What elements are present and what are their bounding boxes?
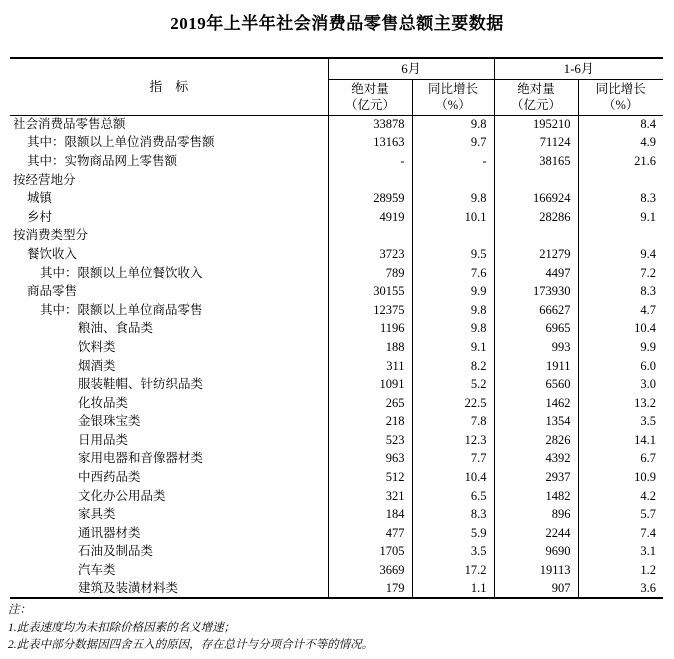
ytd-absolute-value: 1482: [494, 487, 578, 506]
ytd-growth-value: 10.9: [578, 468, 663, 487]
june-absolute-value: 184: [328, 505, 412, 524]
row-label: 其中：实物商品网上零售额: [27, 153, 178, 168]
june-growth-value: 9.8: [412, 301, 494, 320]
ytd-absolute-value: [494, 227, 578, 246]
row-label: 金银珠宝类: [78, 414, 141, 429]
june-growth-value: 8.3: [412, 505, 494, 524]
ytd-growth-value: 3.0: [578, 375, 663, 394]
ytd-absolute-value: [494, 171, 578, 190]
june-absolute-value: 12375: [328, 301, 412, 320]
ytd-absolute-value: 6560: [494, 375, 578, 394]
june-absolute-value: 28959: [328, 189, 412, 208]
ytd-growth-value: 5.7: [578, 505, 663, 524]
table-row: [10, 245, 663, 264]
ytd-growth-value: 6.0: [578, 357, 663, 376]
table-row: [10, 264, 663, 283]
june-absolute-value: 188: [328, 338, 412, 357]
june-absolute-value: 523: [328, 431, 412, 450]
ytd-growth-value: 8.4: [578, 115, 663, 134]
ytd-absolute-value: 4497: [494, 264, 578, 283]
june-growth-value: [412, 171, 494, 190]
column-header-indicator: 指 标: [10, 58, 328, 115]
ytd-growth-value: 3.6: [578, 580, 663, 599]
june-absolute-value: [328, 171, 412, 190]
ytd-absolute-value: 1911: [494, 357, 578, 376]
ytd-absolute-value: 1354: [494, 413, 578, 432]
row-label: 其中：限额以上单位商品零售: [40, 302, 203, 317]
june-absolute-value: 33878: [328, 115, 412, 134]
june-growth-value: 10.4: [412, 468, 494, 487]
table-row: [10, 282, 663, 301]
ytd-absolute-value: 66627: [494, 301, 578, 320]
row-label: 粮油、食品类: [78, 321, 154, 336]
ytd-absolute-value: 2937: [494, 468, 578, 487]
ytd-absolute-value: 907: [494, 580, 578, 599]
ytd-absolute-value: 21279: [494, 245, 578, 264]
june-absolute-value: 179: [328, 580, 412, 599]
ytd-growth-value: [578, 227, 663, 246]
june-growth-value: 9.8: [412, 115, 494, 134]
absolute-label: 绝对量: [517, 82, 555, 96]
june-absolute-value: 218: [328, 413, 412, 432]
june-growth-value: 9.9: [412, 282, 494, 301]
ytd-absolute-value: 6965: [494, 320, 578, 339]
row-label: 家用电器和音像器材类: [78, 451, 204, 466]
ytd-growth-value: 1.2: [578, 561, 663, 580]
ytd-growth-value: 21.6: [578, 152, 663, 171]
june-absolute-value: 963: [328, 450, 412, 469]
june-absolute-value: 4919: [328, 208, 412, 227]
row-label: 其中：限额以上单位餐饮收入: [40, 265, 203, 280]
table-row: [10, 227, 663, 246]
ytd-absolute-value: 9690: [494, 543, 578, 562]
ytd-growth-value: 14.1: [578, 431, 663, 450]
table-row: [10, 320, 663, 339]
table-row: [10, 171, 663, 190]
row-label: 日用品类: [78, 432, 129, 447]
table-row: [10, 431, 663, 450]
table-row: [10, 338, 663, 357]
june-growth-value: 9.1: [412, 338, 494, 357]
ytd-absolute-value: 71124: [494, 134, 578, 153]
growth-unit: （%）: [435, 98, 471, 112]
june-growth-value: 12.3: [412, 431, 494, 450]
ytd-growth-value: 10.4: [578, 320, 663, 339]
row-label: 饮料类: [78, 339, 116, 354]
footnote-heading: 注：: [8, 604, 31, 616]
ytd-absolute-value: 28286: [494, 208, 578, 227]
june-growth-value: 5.2: [412, 375, 494, 394]
table-row: [10, 152, 663, 171]
growth-label: 同比增长: [595, 82, 646, 96]
june-growth-value: 3.5: [412, 543, 494, 562]
column-header-june-growth: [412, 79, 494, 115]
table-row: [10, 115, 663, 134]
table-row: [10, 505, 663, 524]
row-label: 汽车类: [78, 563, 116, 578]
table-row: [10, 375, 663, 394]
june-growth-value: 7.6: [412, 264, 494, 283]
table-row: [10, 450, 663, 469]
ytd-absolute-value: 166924: [494, 189, 578, 208]
column-group-june: 6月: [328, 58, 494, 79]
ytd-growth-value: 7.2: [578, 264, 663, 283]
row-label: 通讯器材类: [78, 525, 141, 540]
ytd-growth-value: 9.4: [578, 245, 663, 264]
june-absolute-value: 30155: [328, 282, 412, 301]
june-absolute-value: 265: [328, 394, 412, 413]
row-label: 乡村: [27, 209, 53, 224]
absolute-label: 绝对量: [351, 82, 389, 96]
ytd-growth-value: 8.3: [578, 282, 663, 301]
row-label: 城镇: [27, 191, 53, 206]
june-growth-value: 22.5: [412, 394, 494, 413]
ytd-absolute-value: 19113: [494, 561, 578, 580]
table-row: [10, 580, 663, 599]
june-growth-value: -: [412, 152, 494, 171]
row-label: 烟酒类: [78, 358, 116, 373]
ytd-absolute-value: 993: [494, 338, 578, 357]
table-row: [10, 468, 663, 487]
retail-sales-table: [10, 57, 663, 599]
june-absolute-value: 3723: [328, 245, 412, 264]
row-label: 家具类: [78, 507, 116, 522]
row-label: 社会消费品零售总额: [13, 117, 126, 132]
june-growth-value: 9.5: [412, 245, 494, 264]
row-label: 其中：限额以上单位消费品零售额: [27, 135, 215, 150]
table-row: [10, 394, 663, 413]
row-label: 按消费类型分: [13, 228, 89, 243]
row-label: 按经营地分: [13, 172, 76, 187]
row-label: 服装鞋帽、针纺织品类: [78, 377, 204, 392]
june-absolute-value: 1196: [328, 320, 412, 339]
table-row: [10, 134, 663, 153]
june-growth-value: 5.9: [412, 524, 494, 543]
growth-unit: （%）: [603, 98, 639, 112]
table-row: [10, 189, 663, 208]
ytd-absolute-value: 173930: [494, 282, 578, 301]
ytd-absolute-value: 1462: [494, 394, 578, 413]
june-absolute-value: 477: [328, 524, 412, 543]
column-group-jan-june: 1-6月: [494, 58, 663, 79]
absolute-unit: （亿元）: [511, 98, 562, 112]
row-label: 文化办公用品类: [78, 488, 166, 503]
footnotes: [8, 602, 668, 655]
june-absolute-value: 789: [328, 264, 412, 283]
june-absolute-value: [328, 227, 412, 246]
june-growth-value: 10.1: [412, 208, 494, 227]
row-label: 商品零售: [27, 284, 78, 299]
june-growth-value: 1.1: [412, 580, 494, 599]
column-header-ytd-growth: [578, 79, 663, 115]
june-absolute-value: 13163: [328, 134, 412, 153]
ytd-growth-value: 4.9: [578, 134, 663, 153]
table-row: [10, 301, 663, 320]
june-absolute-value: 512: [328, 468, 412, 487]
june-absolute-value: 1091: [328, 375, 412, 394]
june-absolute-value: -: [328, 152, 412, 171]
row-label: 中西药品类: [78, 470, 141, 485]
june-absolute-value: 3669: [328, 561, 412, 580]
ytd-absolute-value: 38165: [494, 152, 578, 171]
ytd-growth-value: 4.2: [578, 487, 663, 506]
ytd-growth-value: 7.4: [578, 524, 663, 543]
table-header: [10, 58, 663, 115]
june-growth-value: 8.2: [412, 357, 494, 376]
june-growth-value: 9.8: [412, 320, 494, 339]
june-growth-value: 17.2: [412, 561, 494, 580]
table-row: [10, 543, 663, 562]
row-label: 建筑及装潢材料类: [78, 581, 179, 596]
ytd-growth-value: [578, 171, 663, 190]
row-label: 化妆品类: [78, 395, 129, 410]
ytd-growth-value: 6.7: [578, 450, 663, 469]
table-row: [10, 208, 663, 227]
june-growth-value: 9.7: [412, 134, 494, 153]
ytd-growth-value: 13.2: [578, 394, 663, 413]
row-label: 餐饮收入: [27, 246, 78, 261]
ytd-growth-value: 9.1: [578, 208, 663, 227]
ytd-absolute-value: 2244: [494, 524, 578, 543]
row-label: 石油及制品类: [78, 544, 154, 559]
ytd-growth-value: 9.9: [578, 338, 663, 357]
ytd-absolute-value: 2826: [494, 431, 578, 450]
ytd-absolute-value: 896: [494, 505, 578, 524]
column-header-ytd-absolute: [494, 79, 578, 115]
june-growth-value: 6.5: [412, 487, 494, 506]
june-growth-value: 7.8: [412, 413, 494, 432]
june-growth-value: 7.7: [412, 450, 494, 469]
ytd-absolute-value: 195210: [494, 115, 578, 134]
column-header-june-absolute: [328, 79, 412, 115]
ytd-growth-value: 8.3: [578, 189, 663, 208]
table-row: [10, 413, 663, 432]
absolute-unit: （亿元）: [344, 98, 395, 112]
footnote-2: 2.此表中部分数据因四舍五入的原因，存在总计与分项合计不等的情况。: [8, 639, 374, 651]
ytd-growth-value: 3.1: [578, 543, 663, 562]
june-absolute-value: 1705: [328, 543, 412, 562]
june-absolute-value: 311: [328, 357, 412, 376]
ytd-growth-value: 3.5: [578, 413, 663, 432]
june-growth-value: [412, 227, 494, 246]
june-growth-value: 9.8: [412, 189, 494, 208]
ytd-absolute-value: 4392: [494, 450, 578, 469]
table-row: [10, 487, 663, 506]
footnote-1: 1.此表速度均为未扣除价格因素的名义增速；: [8, 621, 236, 634]
growth-label: 同比增长: [428, 82, 479, 96]
ytd-growth-value: 4.7: [578, 301, 663, 320]
june-absolute-value: 321: [328, 487, 412, 506]
table-row: [10, 561, 663, 580]
page-title: 2019年上半年社会消费品零售总额主要数据: [170, 14, 504, 33]
table-row: [10, 524, 663, 543]
table-body: [10, 115, 663, 598]
table-row: [10, 357, 663, 376]
